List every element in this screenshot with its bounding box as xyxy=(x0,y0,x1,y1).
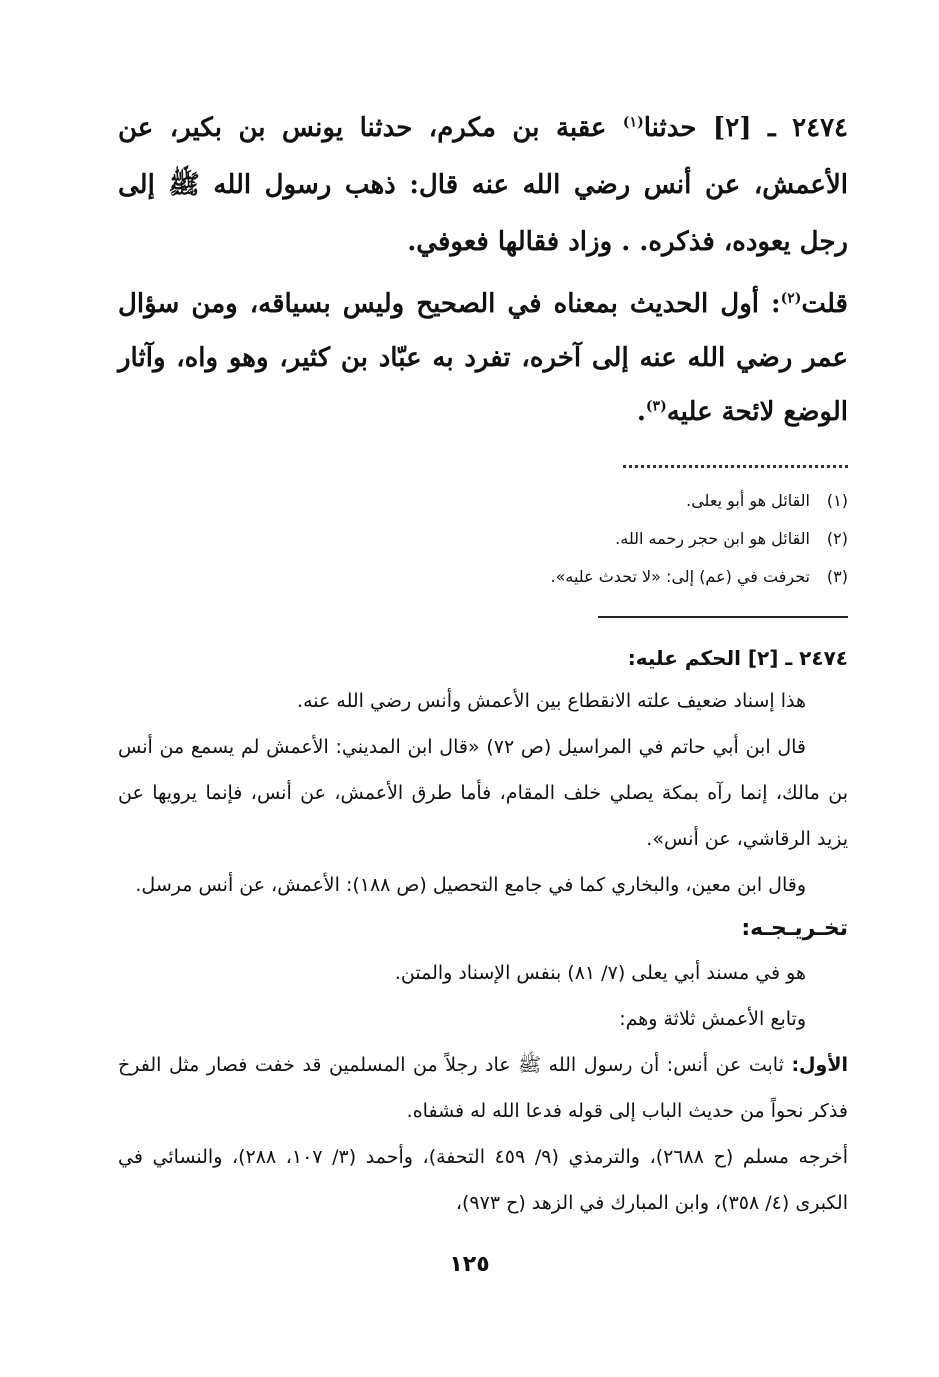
takhrij-title: تخـريـجـه: xyxy=(741,916,848,941)
footnote-text: القائل هو أبو يعلى. xyxy=(686,491,810,510)
hadith-text-a: حدثنا xyxy=(643,113,713,143)
takhrij-section xyxy=(118,950,848,1226)
ruling-section xyxy=(118,678,848,908)
ruling-title: ٢٤٧٤ ـ [٢] الحكم عليه: xyxy=(627,646,848,670)
qultu-label: قلت xyxy=(801,289,848,319)
first-text: ثابت عن أنس: أن رسول الله ﷺ عاد رجلاً من المسلمين قد خفت فصار مثل الفرخ فذكر نحواً من حديث الباب إلى قوله فدعا الله له فشفاه. xyxy=(118,1054,848,1122)
ruling-paragraph-2: قال ابن أبي حاتم في المراسيل (ص ٧٢) «قال ابن المديني: الأعمش لم يسمع من أنس بن مالك، إنما رآه بمكة يصلي خلف المقام، فأما طرق الأعمش، عن أنس، فإنما يرويها عن يزيد الرقاشي، عن أنس». xyxy=(118,736,848,850)
footnote-text: القائل هو ابن حجر رحمه الله. xyxy=(615,529,810,548)
hadith-number: ٢٤٧٤ ـ [٢] xyxy=(712,113,848,143)
footnote-ref-3[interactable]: (٣) xyxy=(645,398,667,415)
footnote-list xyxy=(118,482,848,596)
page-number: ١٢٥ xyxy=(449,1252,490,1277)
hadith-paragraph xyxy=(118,100,848,271)
footnote-ref-1[interactable]: (١) xyxy=(622,114,644,131)
footnote-text: تحرفت في (عم) إلى: «لا تحدث عليه». xyxy=(550,567,810,586)
footnote-item xyxy=(118,558,848,596)
ruling-paragraph-1: هذا إسناد ضعيف علته الانقطاع بين الأعمش وأنس رضي الله عنه. xyxy=(297,690,806,712)
footnote-item xyxy=(118,520,848,558)
footnote-number: (٣) xyxy=(826,567,848,586)
footnote-ref-2[interactable]: (٢) xyxy=(780,290,802,307)
first-label: الأول: xyxy=(791,1054,848,1076)
footnote-number: (١) xyxy=(826,491,848,510)
qultu-paragraph xyxy=(118,277,848,439)
page-content xyxy=(118,100,848,1226)
footnote-item xyxy=(118,482,848,520)
hadith-text-b: عقبة بن مكرم، حدثنا يونس بن بكير، عن الأعمش، عن أنس رضي الله عنه قال: ذهب رسول الله ﷺ إلى رجل يعوده، فذكره. . وزاد فقالها فعوفي. xyxy=(118,113,848,257)
footnote-separator xyxy=(623,465,848,468)
takhrij-paragraph-3 xyxy=(118,1042,848,1134)
takhrij-paragraph-1: هو في مسند أبي يعلى (٧/ ٨١) بنفس الإسناد والمتن. xyxy=(394,962,806,984)
qultu-text-b: . xyxy=(636,397,646,427)
takhrij-paragraph-2: وتابع الأعمش ثلاثة وهم: xyxy=(619,1008,806,1030)
footnote-number: (٢) xyxy=(826,529,848,548)
ruling-paragraph-3: وقال ابن معين، والبخاري كما في جامع التحصيل (ص ١٨٨): الأعمش، عن أنس مرسل. xyxy=(135,874,806,896)
takhrij-paragraph-4: أخرجه مسلم (ح ٢٦٨٨)، والترمذي (٩/ ٤٥٩ التحفة)، وأحمد (٣/ ١٠٧، ٢٨٨)، والنسائي في الكبرى (٤/ ٣٥٨)، وابن المبارك في الزهد (ح ٩٧٣)، xyxy=(118,1146,848,1214)
qultu-text-a: : أول الحديث بمعناه في الصحيح وليس بسياقه، ومن سؤال عمر رضي الله عنه إلى آخره، تفرد به عبّاد بن كثير، وهو واه، وآثار الوضع لائحة عليه xyxy=(118,289,848,427)
section-divider xyxy=(598,616,848,618)
